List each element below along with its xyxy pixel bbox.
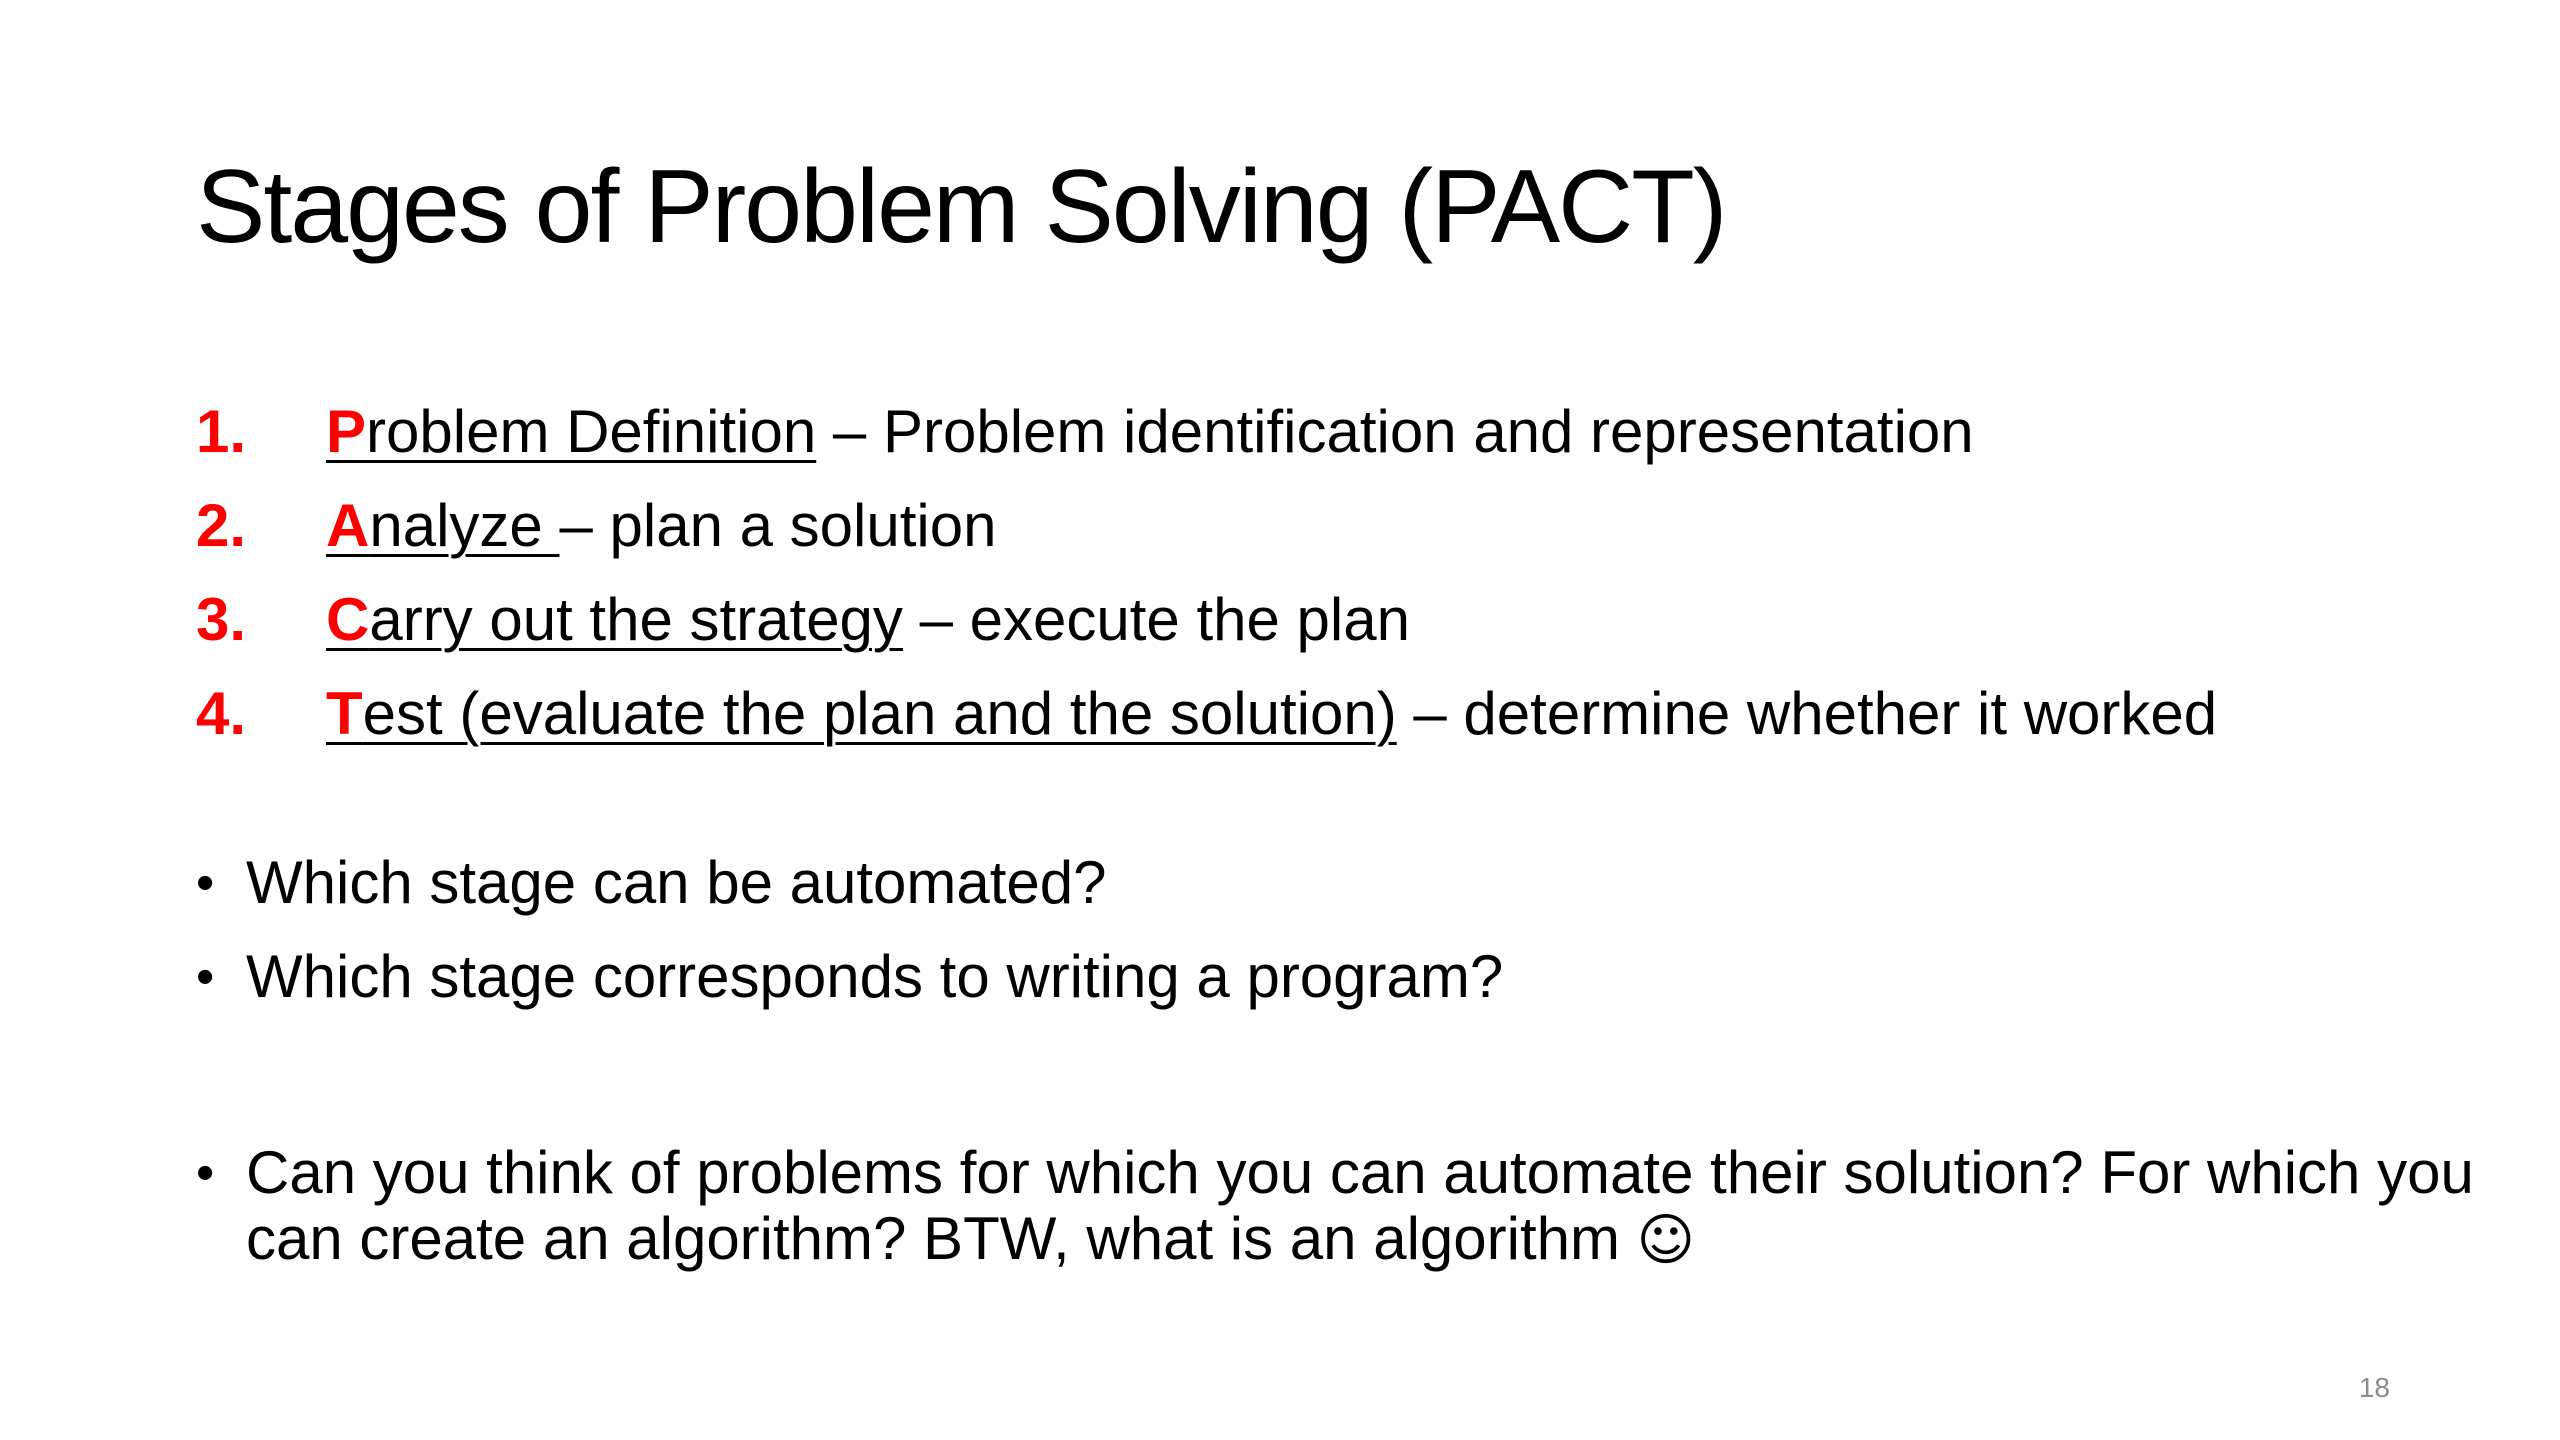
stage-term-rest: nalyze [369, 492, 560, 559]
question-automation [196, 850, 2496, 916]
stage-term-rest: arry out the strategy [369, 586, 903, 653]
stage-initial: T [326, 680, 363, 747]
stage-term [326, 492, 559, 559]
stage-number: 2. [196, 492, 247, 559]
question-text: Which stage can be automated? [246, 849, 1107, 916]
question-text: Which stage corresponds to writing a program? [246, 943, 1504, 1010]
stage-term-rest: est (evaluate the plan and the solution) [362, 680, 1397, 747]
stage-item-test [196, 667, 2496, 761]
stage-term [326, 398, 816, 465]
question-writing-program [196, 944, 2496, 1010]
stage-initial: C [326, 586, 370, 653]
stage-number: 3. [196, 586, 247, 653]
bullet-icon: • [196, 948, 215, 1006]
stage-description: plan a solution [609, 492, 997, 559]
stage-term [326, 586, 903, 653]
stage-item-analyze [196, 479, 2496, 573]
question-text: Can you think of problems for which you can automate their solution? For which you can create an algorithm? BTW, what is an algorithm [246, 1139, 2474, 1272]
stage-description: determine whether it worked [1463, 680, 2218, 747]
smiley-icon: ☺ [1636, 1208, 1696, 1273]
stage-term [326, 680, 1397, 747]
stage-separator: – [816, 398, 883, 465]
bullet-icon: • [196, 1144, 215, 1202]
stage-number: 4. [196, 680, 247, 747]
stage-item-problem-definition [196, 385, 2496, 479]
stage-separator: – [559, 492, 610, 559]
stage-initial: P [326, 398, 367, 465]
stage-initial: A [326, 492, 370, 559]
stage-separator: – [902, 586, 970, 653]
stage-separator: – [1396, 680, 1464, 747]
stage-item-carry-out [196, 573, 2496, 667]
question-list [196, 850, 2496, 1038]
stage-number: 1. [196, 398, 247, 465]
slide-title: Stages of Problem Solving (PACT) [196, 149, 1726, 265]
stage-term-rest: roblem Definition [366, 398, 817, 465]
final-question-list [196, 1140, 2496, 1302]
stage-description: execute the plan [969, 586, 1410, 653]
bullet-icon: • [196, 854, 215, 912]
pact-stage-list [196, 385, 2496, 761]
stage-description: Problem identification and representation [882, 398, 1974, 465]
question-algorithm [196, 1140, 2496, 1274]
page-number: 18 [2358, 1372, 2390, 1403]
